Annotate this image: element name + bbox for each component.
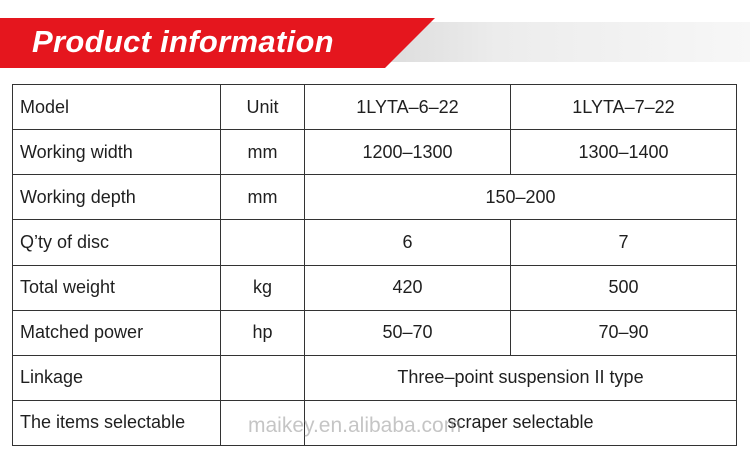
row-value-shared: 150–200 (305, 175, 737, 220)
header-model-label: Model (13, 85, 221, 130)
row-value-b: 500 (511, 265, 737, 310)
table-row-working-depth (13, 175, 737, 220)
row-value-b: 1300–1400 (511, 130, 737, 175)
spec-table (12, 84, 737, 446)
row-label: Matched power (13, 310, 221, 355)
row-value-a: 50–70 (305, 310, 511, 355)
row-label: Total weight (13, 265, 221, 310)
table-row-linkage (13, 355, 737, 400)
header-model-a: 1LYTA–6–22 (305, 85, 511, 130)
table-row-selectable (13, 400, 737, 445)
row-value-b: 7 (511, 220, 737, 265)
table-row-working-width (13, 130, 737, 175)
row-label: Working depth (13, 175, 221, 220)
row-value-a: 1200–1300 (305, 130, 511, 175)
row-label: Q’ty of disc (13, 220, 221, 265)
page-title: Product information (32, 24, 334, 59)
banner (0, 18, 750, 68)
row-label: The items selectable (13, 400, 221, 445)
row-unit: mm (221, 130, 305, 175)
row-value-a: 420 (305, 265, 511, 310)
row-unit: hp (221, 310, 305, 355)
row-value-shared: scraper selectable (305, 400, 737, 445)
header-model-b: 1LYTA–7–22 (511, 85, 737, 130)
table-row-header (13, 85, 737, 130)
row-unit (221, 220, 305, 265)
row-unit: kg (221, 265, 305, 310)
header-unit-label: Unit (221, 85, 305, 130)
watermark: maikey.en.alibaba.com (248, 414, 462, 437)
row-value-shared: Three–point suspension II type (305, 355, 737, 400)
row-value-b: 70–90 (511, 310, 737, 355)
table-row-disc-qty (13, 220, 737, 265)
table-row-total-weight (13, 265, 737, 310)
row-label: Linkage (13, 355, 221, 400)
table-row-matched-power (13, 310, 737, 355)
row-unit (221, 355, 305, 400)
row-label: Working width (13, 130, 221, 175)
row-value-a: 6 (305, 220, 511, 265)
row-unit (221, 400, 305, 445)
row-unit: mm (221, 175, 305, 220)
